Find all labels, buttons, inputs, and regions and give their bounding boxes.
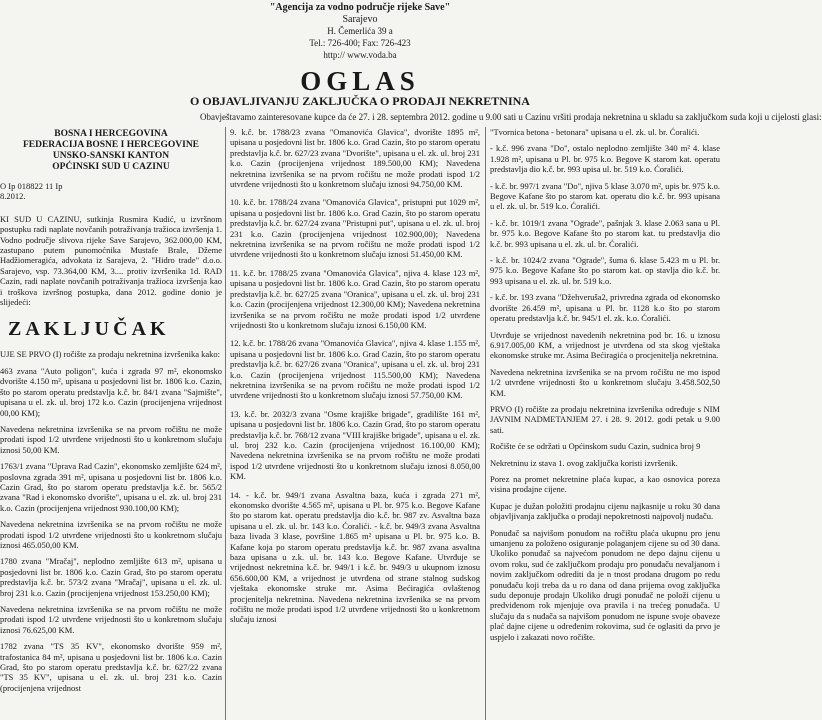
middle-column (230, 127, 480, 720)
court-intro: KI SUD U CAZINU, sutkinja Rusmira Kudić, u izvršnom postupku radi naplate novčanih potraživanja tražioca izvršenja 1. Vodno područje slivova rijeke Save Sarajevo, 362.000,00 KM, zastupano putem punomoćnika Mustafe Brale, Džeme Hadžiomeragića, advokata iz Sarajeva, 2. "Hidro trade" d.o.o. Sarajevo, vsp. 73.364,00 KM, 3.... protiv izvršenika 1d. RAD Cazin, radi naplate novčanih potraživanja tražioca izvršenja kao i troškova izvršnog postupka, dana 2012. godine donio je slijedeći: (0, 213, 222, 308)
right-paragraph: Utvrđuje se vrijednost navedenih nekretnina pod br. 16. u iznosu 6.917.005,00 KM, a vrijednost je utvrđena od sta skog vještaka ekonomske struke mr. Asima Bećiragića o procjenitelja nekretnina. (490, 329, 720, 361)
court-line: BOSNA I HERCEGOVINA (54, 129, 168, 139)
property-item (230, 409, 480, 482)
announcement-notice: Obavještavamo zainteresovane kupce da će 27. i 28. septembra 2012. godine u 9.00 sati u Cazinu vršiti prodaja nekretnina u skladu sa zaključkom suda koji u cijelosti glasi: (200, 112, 822, 122)
item-number: 14. (230, 489, 241, 500)
property-item (230, 268, 480, 330)
header-website: http:// www.voda.ba (323, 50, 397, 60)
right-paragraph: "Tvornica betona - betonara" upisana u el. zk. ul. br. Ćoralići. (490, 127, 700, 137)
right-paragraph: - k.č. br. 997/1 zvana "Do", njiva 5 klase 3.070 m², upis br. 975 k.o. Begove Kafane što po starom kat. operatu dio k.č. br. 993 upisana u el. zk. ul. br. 519 k.o. Ćoralići. (490, 180, 720, 212)
item-number: 12. (230, 338, 241, 349)
item-text: k.č. br. 1788/25 zvana "Omanovića Glavica", njiva 4. klase 123 m², upisana u posjedovni list br. 1806 k.o. Grad Cazin, što po starom operatu predstavlja k.č. br. 627/25 zvana "Oranica", upisana u el. zk. ul. broj 231 k.o. Cazin (procijenjena vrijednost 12.300,00 KM); Navedena nekretnina izvršenika se na prvom ročištu ne može prodati ispod 1/2 utvrđene vrijednosti što u konkretnom slučaju iznosi 6.150,00 KM. (230, 267, 480, 330)
page-subtitle: O OBJAVLJIVANJU ZAKLJUČKA O PRODAJI NEKRETNINA (190, 94, 530, 108)
header-tel-fax: Tel.: 726-400; Fax: 726-423 (309, 38, 411, 48)
item-text: k.č. br. 1788/26 zvana "Omanovića Glavica", njiva 4. klase 1.155 m², upisana u posjedovni list br. 1806 k.o. Grad Cazin, što po starom operatu predstavlja k.č. br. 627/26 zvana "Oranica", upisana u el. zk. ul. broj 231 k.o. Cazin (procijenjena vrijednost 115.500,00 KM); Navedena nekretnina izvršenika se na prvom ročištu ne može prodati ispod 1/2 utvrđene vrijednosti što u konkretnom slučaju iznosi 57.750,00 KM. (230, 338, 481, 401)
header-organization: "Agencija za vodno područje rijeke Save" (269, 2, 451, 13)
property-item (230, 127, 480, 189)
right-paragraph: - k.č. br. 193 zvana "Džehverušа2, privredna zgrada od ekonomsko dvorište 26.459 m², upisana u Pl. br. 1128 k.o što po starom operatu predstavlja k.č. br. 945/1 el. zk. k.o. Ćoralići. (490, 292, 720, 324)
item-text: k.č. br. 1788/24 zvana "Omanovića Glavica", pristupni put 1029 m², upisana u posjedovni list br. 1806 k.o. Grad Cazin, što po starom operatu predstavlja k.č. br. 627/24 zvana "Pristupni put", upisana u el. zk. ul. broj 231 k.o. Cazin (procijenjena vrijednost 102.900,00); Navedena nekretnina izvršenika se na prvom ročištu ne može prodati ispod 1/2 utvrđene vrijednosti što u konkretnom slučaju iznosi 51.450,00 KM. (230, 197, 481, 260)
case-reference (0, 181, 222, 202)
left-paragraph: 463 zvana "Auto poligon", kuća i zgrada 97 m², ekonomsko dvorište 4.150 m², upisana u posjedovni list br. 1806 k.o. Cazin, što po starom operatu predstavlja k.č. br. 84/1 zvana "Sajmište", upisana u el. zk. ul. broj 172 k.o. Cazin (procijenjena vrijednost 00,00 KM); (0, 365, 222, 418)
item-text: k.č. br. 1788/23 zvana "Omanovića Glavica", dvorište 1895 m², upisana u posjedovni list br. 1806 k.o. Grad Cazin, što po starom operatu predstavlja k.č. br. 627/23 zvana "Dvorište", upisana u el. zk. ul. broj 231 k.o. Cazin (procijenjena vrijednost 189.500,00 KM); Navedena nekretnina izvršenika se na prvom ročištu ne može prodati ispod 1/2 utvrđene vrijednosti što u konkretnom slučaju iznosi 94.750,00 KM. (230, 127, 480, 190)
right-paragraph: PRVO (I) ročište za prodaju nekretnina izvršenika određuje s NIM JAVNIM NADMETANJEM 27. i 28. 9. 2012. godi petak u 9.00 sati. (490, 403, 720, 435)
court-line: UNSKO-SANSKI KANTON (52, 151, 170, 161)
item-number: 10. (230, 197, 241, 208)
header-city: Sarajevo (342, 14, 378, 25)
left-paragraph: 1763/1 zvana "Uprava Rad Cazin", ekonomsko zemljište 624 m², poslovna zgrada 391 m², upisana u posjedovni list br. 1806 k.o. Cazin Grad, što po starom operatu predstavlja k.č. br. 565/2 zvana "Rad i ekonomsko dvorište", upisana u el. zk. ul. broj 231 k.o. Cazin (procijenjena vrijednost 930.100,00 KM); (0, 461, 222, 513)
right-paragraph: Ročište će se održati u Općinskom sudu Cazin, sudnica broj 9 (490, 441, 701, 452)
left-paragraph: UJE SE PRVO (I) ročište za prodaju nekretnina izvršenika kako: (0, 349, 221, 360)
right-paragraph: - k.č. br. 1019/1 zvana "Ograde", pašnjak 3. klase 2.063 sana u Pl. br. 975 k.o. Begove Kafane što po starom kat. tu predstavlja dio k.č. br. 993 upisana u el. zk. ul. br. Ćoralići. (490, 217, 720, 249)
left-paragraph: 1782 zvana "TS 35 KV", ekonomsko dvorište 959 m², trafostanica 84 m², upisana u posjedovni list br. 1806 k.o. Cazin Grad, što po starom operatu predstavlja k.č. br. 627/22 zvana "TS 35 KV", upisana u el. zk. ul. broj 231 k.o. Cazin (procijenjena vrijednost (0, 641, 222, 693)
item-number: 9. (230, 127, 237, 137)
left-column (0, 127, 222, 720)
left-paragraph: 1780 zvana "Mračaj", neplodno zemljište 613 m², upisana u posjedovni list br. 1806 k.o. Cazin Grad, što po starom operatu predstavlja k.č. br. 573/2 zvana "Mračaj", upisana u el. zk. ul. broj 231 k.o. Cazin (procijenjena vrijednost 153.250,00 KM); (0, 556, 222, 598)
column-divider (225, 127, 226, 720)
decision-heading: ZAKLJUČAK (8, 318, 170, 341)
item-text: k.č. br. 2032/3 zvana "Osme krajiške brigade", gradilište 161 m², upisana u posjedovni list br. 1806 k.o. Cazin Grad, što po starom operatu predstavlja k.č. br. 768/12 zvana "VIII krajiške brigade", upisana u el. zk. ul. broj 232 k.o. Cazin (procijenjena vrijednost 16.100,00 KM); Navedena nekretnina izvršenika se na prvom ročištu ne može prodati ispod 1/2 utvrđene vrijednosti što u konkretnom slučaju iznosi 8.050,00 KM. (230, 408, 480, 482)
right-paragraph: Porez na promet nekretnine plaća kupac, a kao osnovica poreza visina prodajne cijene. (490, 473, 720, 495)
header-address: H. Čemerlića 39 a (327, 26, 393, 36)
right-paragraph: - k.č. br. 1024/2 zvana "Ograde", šuma 6. klase 5.423 m u Pl. br. 975 k.o. Begove Kafane što po starom kat. op stavlja dio k.č. br. 993 upisana u el. zk. ul. br. 519 k.o. (490, 255, 720, 286)
item-number: 13. (230, 408, 241, 419)
left-paragraph: Navedena nekretnina izvršenika se na prvom ročištu ne može prodati ispod 1/2 utvrđene vrijednosti što u konkretnom slučaju iznosi 465.050,00 KM. (0, 519, 222, 550)
page-title: OGLAS (300, 66, 420, 96)
property-item (230, 338, 480, 400)
column-divider (485, 127, 486, 720)
left-paragraph: Navedena nekretnina izvršenika se na prvom ročištu ne može prodati ispod 1/2 utvrđene vrijednosti što u konkretnom slučaju iznosi 76.625,00 KM. (0, 604, 222, 635)
right-paragraph: - k.č. 996 zvana "Do", ostalo neplodno zemljište 340 m² 4. klase 1.928 m², upisana u Pl. br. 975 k.o. Begove K starom kat. operatu predstavlja dio k.č. br. 993 upisa ul. br. 519 k.o. Ćoralići. (490, 143, 720, 175)
right-paragraph: Nekretninu iz stava 1. ovog zaključka koristi izvršenik. (490, 457, 678, 468)
right-column (490, 127, 720, 720)
court-heading (0, 129, 222, 173)
right-paragraph: Kupac je dužan položiti prodajnu cijenu najkasnije u roku 30 dana objavljivanja zaključka o prodaji nepokretnosti najpovolj nuđaču. (490, 500, 720, 522)
property-item (230, 197, 480, 259)
property-item (230, 490, 480, 625)
case-date: 8.2012. (0, 191, 26, 202)
court-line: OPĆINSKI SUD U CAZINU (52, 162, 170, 172)
left-paragraph: Navedena nekretnina izvršenika se na prvom ročištu ne može prodati ispod 1/2 utvrđene vrijednosti što u konkretnom slučaju iznosi 50,00 KM. (0, 423, 222, 455)
item-number: 11. (230, 267, 241, 278)
right-paragraph: Ponuđač sa najvišom ponudom na ročištu plaća ukupnu pro jenu umanjenu za položeno osiguranje polaganjem cijene su od 30 dana. Ukoliko ponuđač sa najvećom ponudom ne depo dajnu cijenu u ovom roku, sud će zaključkom prodaju pro ponuđaču nevaljanom i novim zaključkom odrediti da je n tnost prodana drugom po redu ponuđaču koji treba da u ro dana od dana prijema ovog zaključka sudu deponuje prodajn Ukoliko drugi ponuđač ne položi cijenu u predviđenom rok mjenjuje ova pravila i na trećeg ponuđača. U slučaju da s nuđača sa najvišom ponudom ne ispune svoje obaveze plać dajne cijene u određenim rokovima, sud će oglasiti da prvo je uspjelo i zakazati novo ročište. (490, 527, 720, 642)
right-paragraph: Navedena nekretnina izvršenika se na prvom ročištu ne mo ispod 1/2 utvrđene vrijednosti što u konkretnom slučaju 3.458.502,50 KM. (490, 366, 720, 398)
court-line: FEDERACIJA BOSNE I HERCEGOVINE (22, 140, 200, 150)
item-text: - k.č. br. 949/1 zvana Asvaltna baza, kuća i zgrada 271 m², ekonomsko dvorište 4.565 m², upisana u Pl. br. 975 k.o. Begove Kafane što po starom kat. operatu predstavlja dio k.č. br. 987 zv. Asvaltna baza upisana u el. zk. ul. br. 143 k.o. Ćoralići. - k.č. br. 949/3 zvana Asvaltna baza livada 3 klase, površine 1.865 m² upisana u Pl. br. 975 k.o. B. Kafane koja po starom operatu predstavlja k.č. br. 987 zvana asvaltna baza upisana u z.k. ul. br. 143 k.o. Begove Kafane. Utvrđuje se vrijednost nekretnina k.č. br. 949/1 i k.č. br. 949/3 u ukupnom iznosu 656.600,00 KM, a vrijednost je utvrđena od strane stalnog sudskog vještaka ekonomske struke mr. Asima Bećiragića ovlaštenog procjenitelja nekretnina. Navedena nekretnina izvršenika se na prvom ročištu ne može prodati ispod 1/2 utvrđene vrijednosti što u konkretnom slučaju iznosi (230, 489, 480, 625)
case-number: O Ip 018822 11 Ip (0, 181, 63, 191)
